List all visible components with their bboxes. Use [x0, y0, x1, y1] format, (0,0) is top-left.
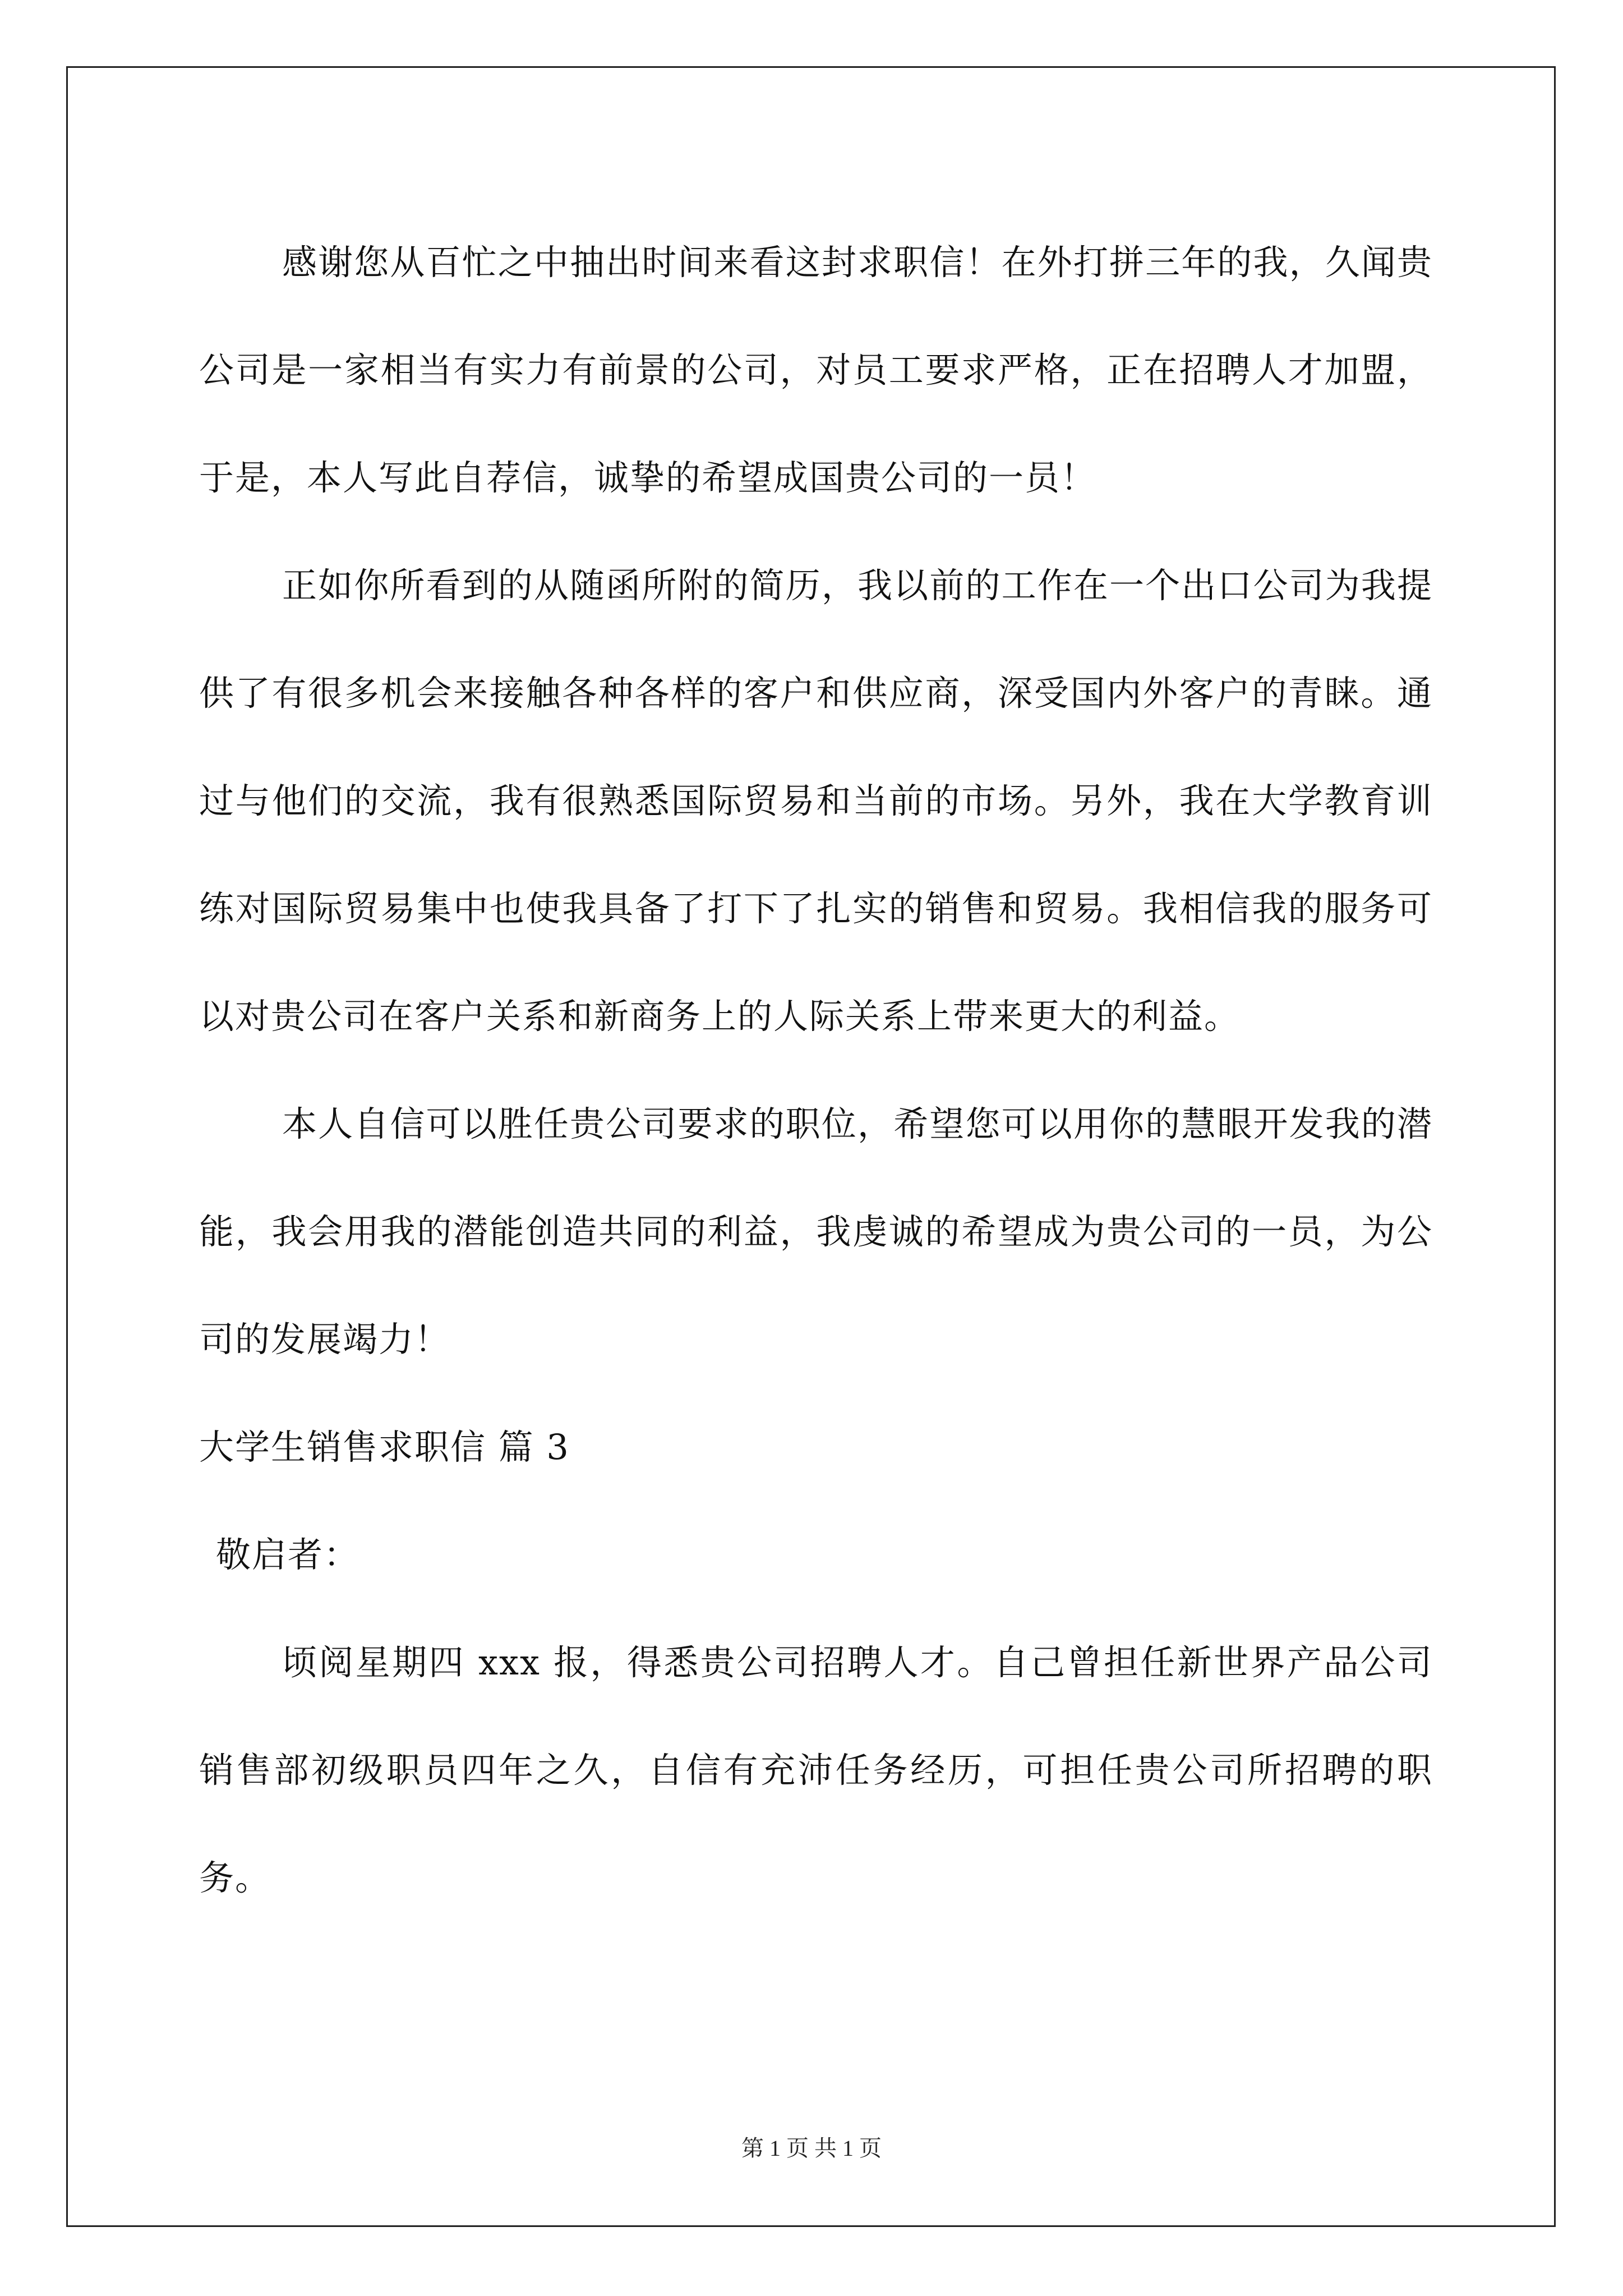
paragraph-2: 正如你所看到的从随函所附的简历，我以前的工作在一个出口公司为我提供了有很多机会来接触各种各样的客户和供应商，深受国内外客户的青睐。通过与他们的交流，我有很熟悉国际贸易和当前的市场。另外，我在大学教育训练对国际贸易集中也使我具备了打下了扎实的销售和贸易。我相信我的服务可以对贵公司在客户关系和新商务上的人际关系上带来更大的利益。: [199, 565, 1433, 1037]
salutation: 敬启者：: [216, 1534, 360, 1575]
section-heading: 大学生销售求职信 篇 3: [199, 1427, 570, 1467]
paragraph-4: 顷阅星期四 xxx 报，得悉贵公司招聘人才。自己曾担任新世界产品公司销售部初级职员四年之久，自信有充沛任务经历，可担任贵公司所招聘的职务。: [199, 1642, 1433, 1898]
paragraph-3: 本人自信可以胜任贵公司要求的职位，希望您可以用你的慧眼开发我的潜能，我会用我的潜能创造共同的利益，我虔诚的希望成为贵公司的一员，为公司的发展竭力！: [199, 1103, 1433, 1360]
document-body: [199, 209, 1433, 1932]
paragraph-1: 感谢您从百忙之中抽出时间来看这封求职信！在外打拼三年的我，久闻贵公司是一家相当有实力有前景的公司，对员工要求严格，正在招聘人才加盟，于是，本人写此自荐信，诚挚的希望成国贵公司的一员！: [199, 242, 1433, 498]
page-footer: 第 1 页 共 1 页: [741, 2136, 882, 2161]
